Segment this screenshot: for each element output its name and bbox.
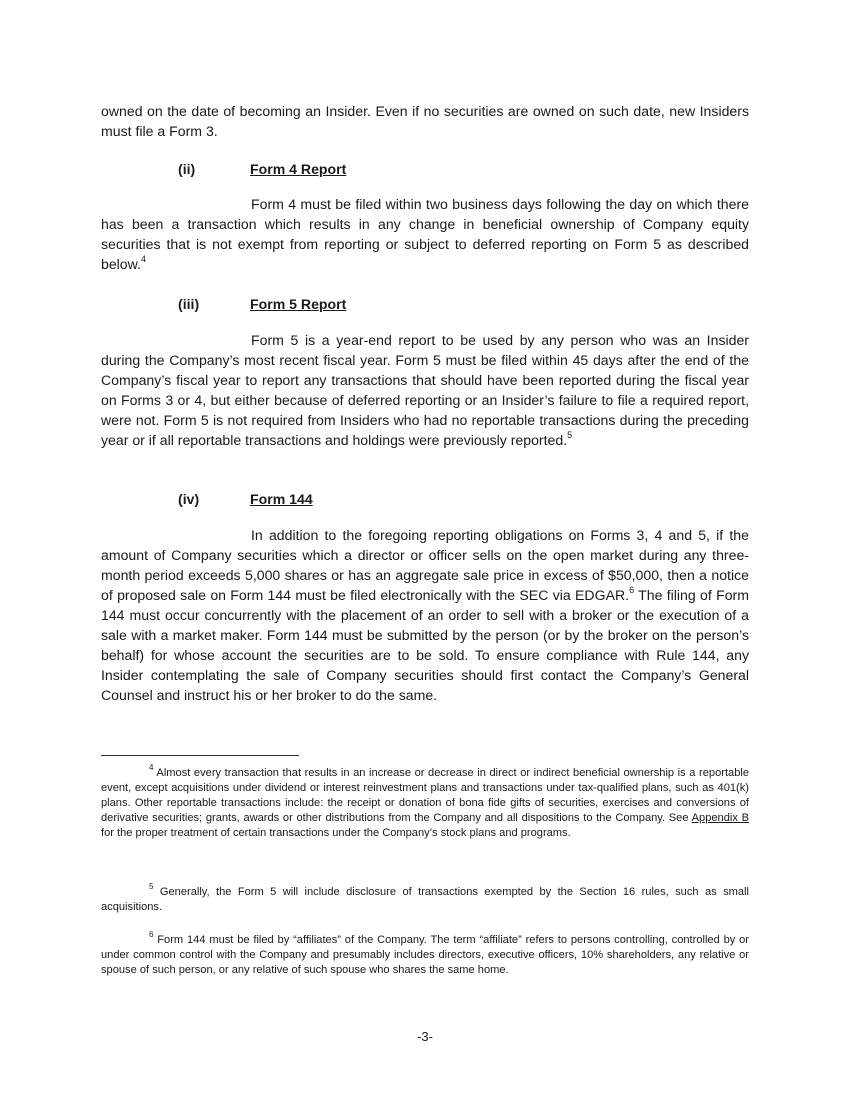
page-number: -3-: [417, 1029, 433, 1044]
section-iii-title: Form 5 Report: [250, 296, 347, 312]
footnote-4-mark: 4: [149, 763, 154, 773]
section-ii-heading: [0, 159, 850, 179]
footnote-6-text: Form 144 must be filed by “affiliates” of the Company. The term “affiliate” refers to persons controlling, controlled by or under common control with the Company and presumably includes directors, executive officers, 10% shareholders, any relative or spouse of such person, or any relative of such spouse who shares the same home.: [101, 934, 749, 976]
footnote-6: [101, 930, 749, 978]
section-iv-text-b: The filing of Form 144 must occur concurrently with the placement of an order to sell with a broker or the execution of a sale with a market maker. Form 144 must be submitted by the person (or by the broker on the person’s behalf) for whose account the securities are to be sold. To ensure compliance with Rule 144, any Insider contemplating the sale of Company securities should first contact the Company’s General Counsel and instruct his or her broker to do the same.: [101, 587, 749, 703]
section-iv-heading: [0, 489, 850, 509]
footnote-5-text: Generally, the Form 5 will include disclosure of transactions exempted by the Section 16 rules, such as small acquisitions.: [101, 886, 749, 913]
section-iv-text-a: In addition to the foregoing reporting obligations on Forms 3, 4 and 5, if the amount of Company securities which a director or officer sells on the open market during any three-month period exceeds 5,000 shares or has an aggregate sale price in excess of $50,000, then a notice of proposed sale on Form 144 must be filed electronically with the SEC via EDGAR.: [101, 527, 749, 603]
intro-text: owned on the date of becoming an Insider. Even if no securities are owned on such date, new Insiders must file a Form 3.: [101, 103, 749, 139]
section-iii-number: (iii): [178, 296, 200, 312]
section-ii-paragraph: [101, 194, 749, 274]
section-iii-paragraph: [101, 330, 749, 450]
appendix-b-link[interactable]: Appendix B: [691, 812, 749, 824]
footnote-5-mark: 5: [149, 882, 154, 892]
section-iii-heading: [0, 294, 850, 314]
section-iii-text: Form 5 is a year-end report to be used by any person who was an Insider during the Company’s most recent fiscal year. Form 5 must be filed within 45 days after the end of the Company’s fiscal year to report any transactions that should have been reported during the fiscal year on Forms 3 or 4, but either because of deferred reporting or an Insider’s failure to file a required report, were not. Form 5 is not required from Insiders who had no reportable transactions during the preceding year or if all reportable transactions and holdings were previously reported.: [101, 332, 749, 448]
section-iv-title: Form 144: [250, 491, 313, 507]
section-ii-title: Form 4 Report: [250, 161, 347, 177]
footnote-5: [101, 882, 749, 915]
section-iv-number: (iv): [178, 491, 200, 507]
section-ii-text: Form 4 must be filed within two business days following the day on which there has been a transaction which results in any change in beneficial ownership of Company equity securities that is not exempt from reporting or subject to deferred reporting on Form 5 as described below.: [101, 196, 749, 272]
footnote-6-mark: 6: [149, 930, 154, 940]
footnote-separator: [101, 755, 299, 756]
section-iv-paragraph: [101, 525, 749, 705]
footnote-ref-6[interactable]: 6: [629, 585, 635, 596]
footnote-ref-5[interactable]: 5: [567, 430, 573, 441]
intro-paragraph: [101, 101, 749, 141]
footnote-4-text-a: Almost every transaction that results in an increase or decrease in direct or indirect beneficial ownership is a reportable event, except acquisitions under dividend or interest reinvestment plans and transactions under tax-qualified plans, such as 401(k) plans. Other reportable transactions include: the receipt or donation of bona fide gifts of securities, exercises and conversions of derivative securities; grants, awards or other distributions from the Company and all dispositions to the Company. See: [101, 767, 749, 824]
section-ii-number: (ii): [178, 161, 196, 177]
footnote-4-text-b: for the proper treatment of certain transactions under the Company’s stock plans and programs.: [101, 827, 571, 839]
footnote-4: [101, 763, 749, 841]
footnote-ref-4[interactable]: 4: [140, 254, 146, 265]
